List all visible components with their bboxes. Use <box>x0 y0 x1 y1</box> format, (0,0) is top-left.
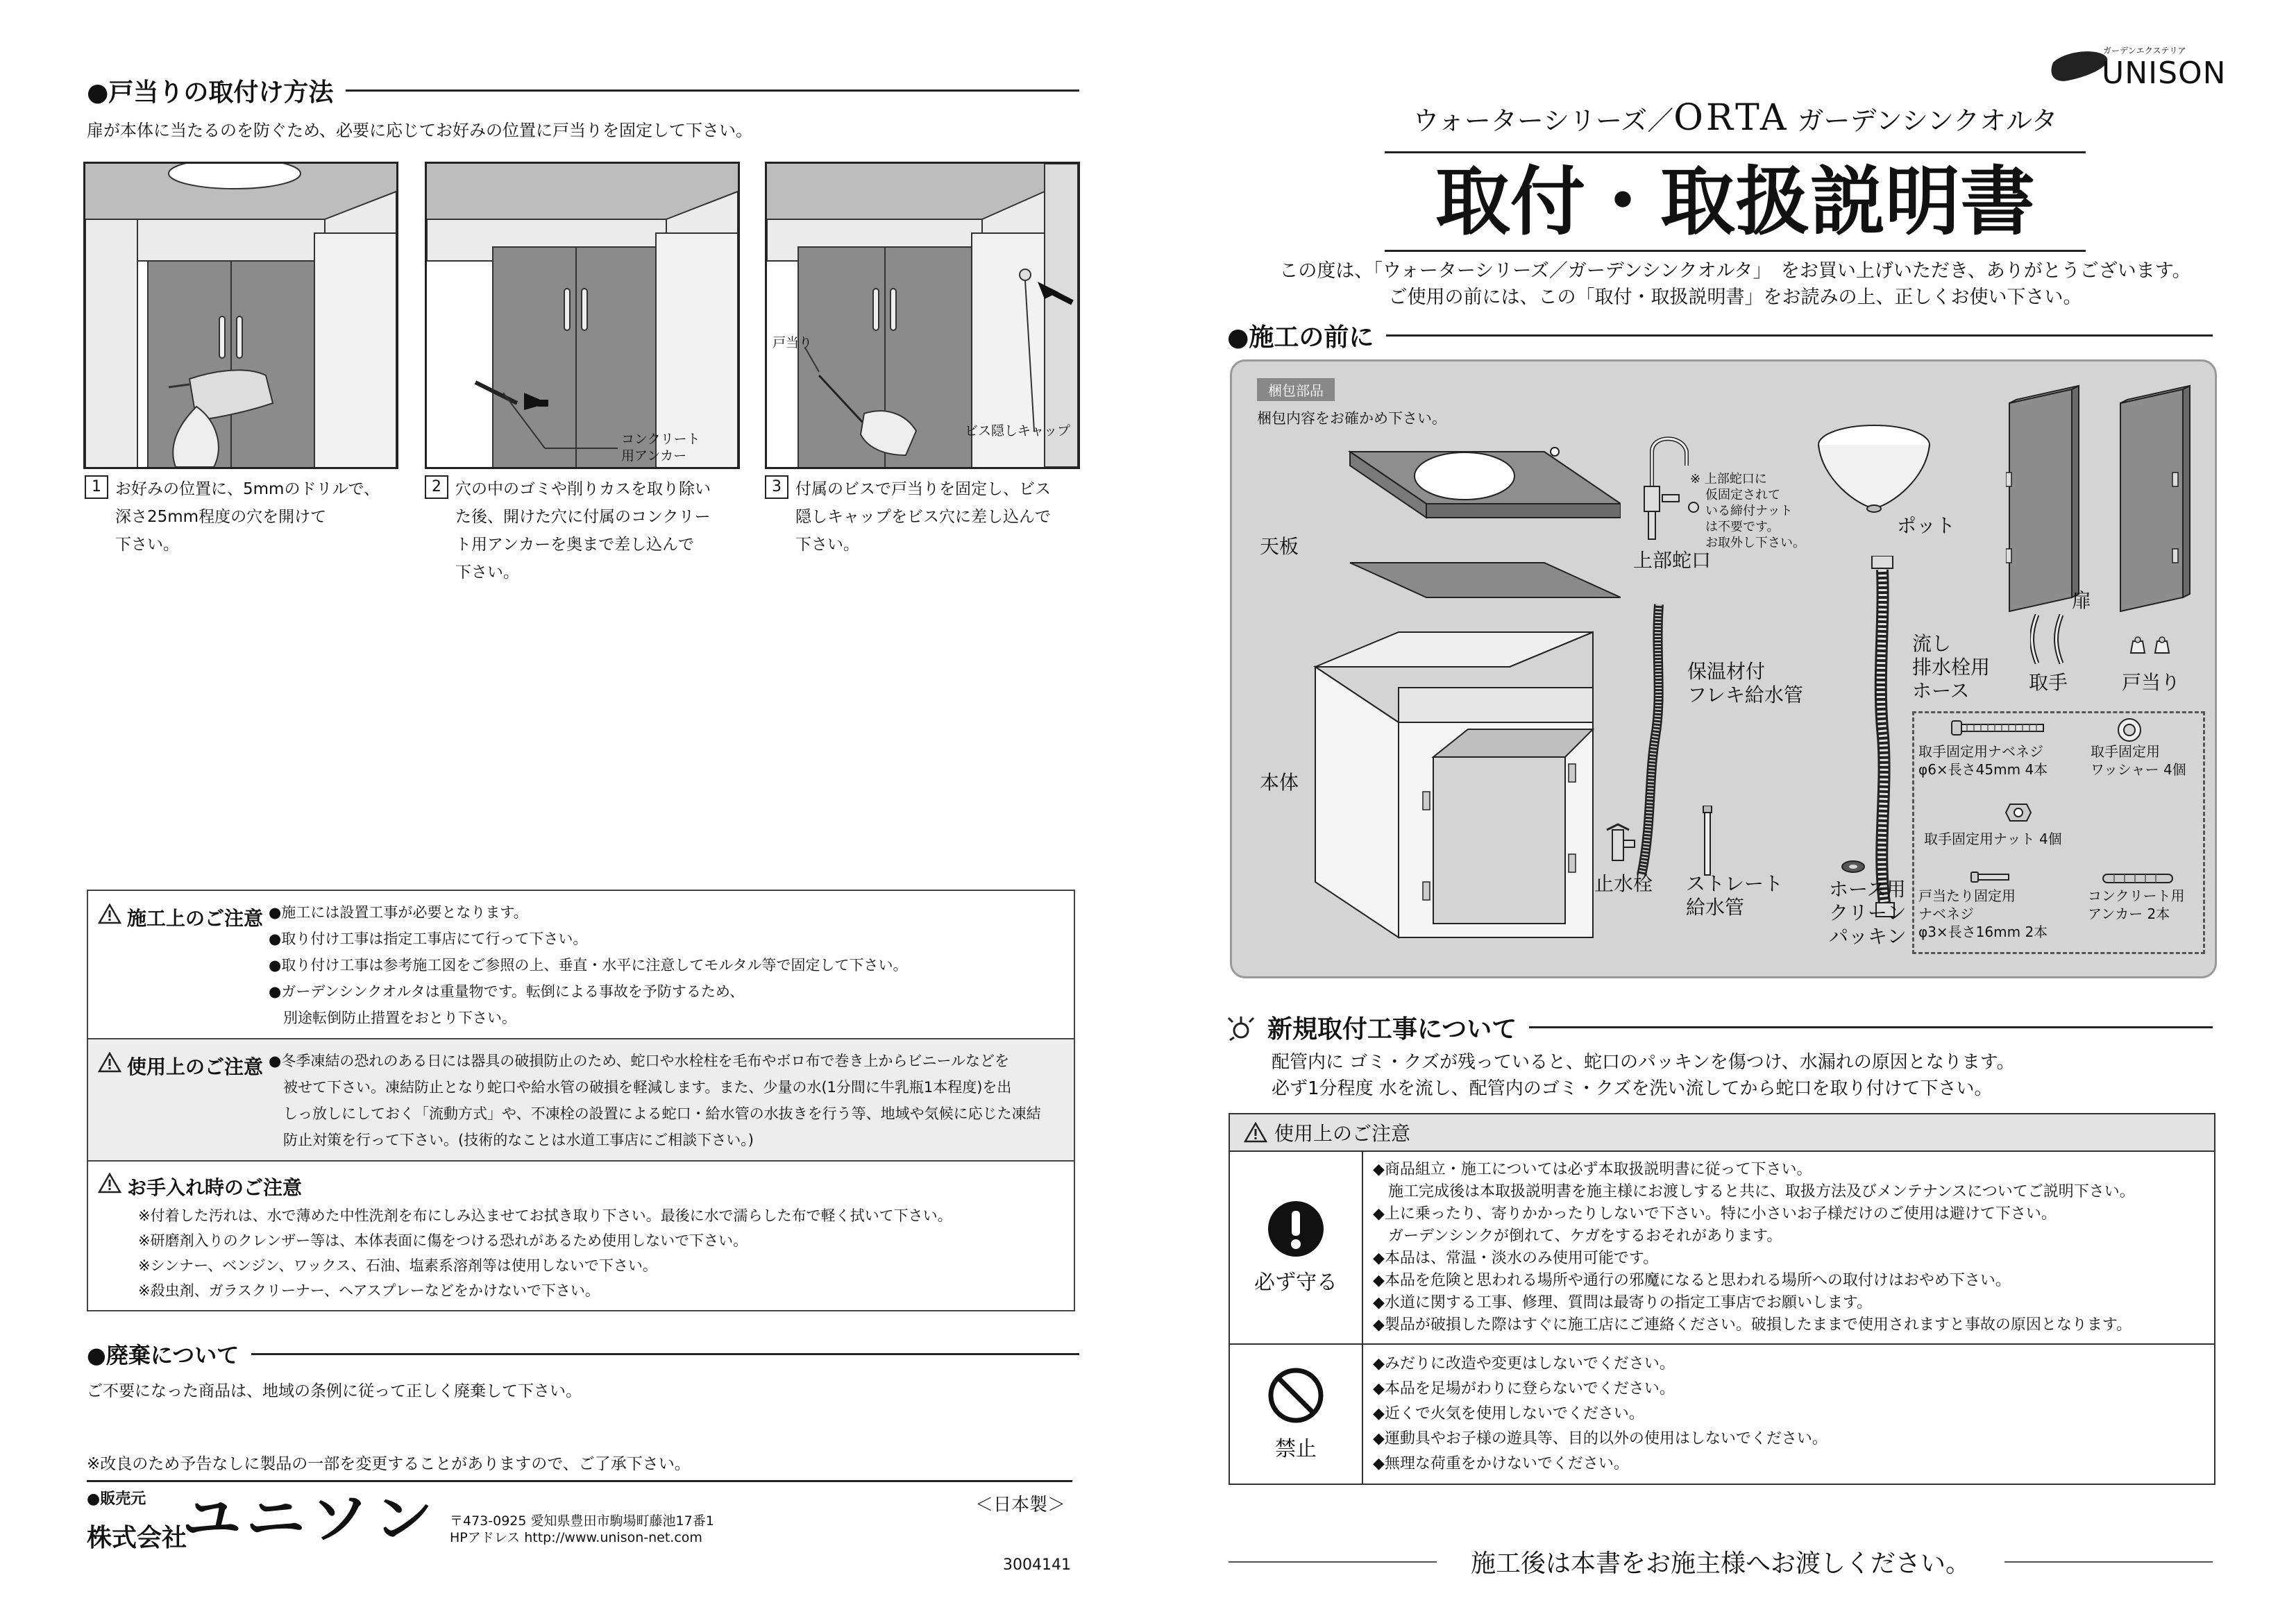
must-item: ガーデンシンクが倒れて、ケガをするおそれがあります。 <box>1373 1227 1782 1245</box>
step-1-line: お好みの位置に、5mmのドリルで、 <box>115 480 380 498</box>
step2-illustration <box>425 162 740 469</box>
nut-icon <box>2004 802 2032 823</box>
part-packing-line2: クリーン <box>1829 901 1907 924</box>
faucet-note-line: 仮固定されて <box>1705 488 1780 502</box>
doors-illustration <box>2006 375 2200 625</box>
door-stop-heading <box>87 73 1079 108</box>
part-drain-hose-line2: 排水栓用 <box>1912 656 1991 679</box>
step-3-line: 付属のビスで戸当りを固定し、ビス <box>795 480 1051 498</box>
company-prefix: 株式会社 <box>87 1524 187 1552</box>
usage-caution-table <box>1229 1113 2215 1485</box>
construction-caution-label <box>88 891 269 1038</box>
door-stop-heading-text: ●戸当りの取付け方法 <box>87 78 334 107</box>
nut-label: 取手固定用ナット 4個 <box>1924 831 2062 847</box>
step-1-line: 深さ25mm程度の穴を開けて <box>115 508 327 526</box>
heading-rule <box>346 90 1079 92</box>
packing-illustration <box>1839 860 1867 874</box>
step-1 <box>85 475 390 559</box>
pot-illustration <box>1815 424 1933 514</box>
greeting-line-1: この度は、「ウォーターシリーズ／ガーデンシンクオルタ」 をお買い上げいただき、ありがとうございます。 <box>1279 260 2191 282</box>
footer-rule-left <box>1229 1561 1437 1563</box>
anchor-part-label <box>2088 887 2185 923</box>
package-note: 梱包内容をお確かめ下さい。 <box>1257 410 1446 427</box>
prohibit-item: ◆みだりに改造や変更はしないでください。 <box>1373 1355 1675 1373</box>
care-caution-title: お手入れ時のご注意 <box>127 1176 303 1199</box>
handle-screw-line1: 取手固定用ナベネジ <box>1918 743 2043 760</box>
must-row <box>1230 1152 2214 1345</box>
step-1-number: 1 <box>85 475 108 499</box>
new-install-heading-text: 新規取付工事について <box>1267 1015 1517 1044</box>
new-install-line-2: 必ず1分程度 水を流し、配管内のゴミ・クズを洗い流してから蛇口を取り付けて下さい。 <box>1272 1078 1993 1099</box>
usage-caution-title: 使用上のご注意 <box>127 1055 264 1078</box>
step-2-line: ト用アンカーを奥まで差し込んで <box>455 536 695 554</box>
caution-item: ●施工には設置工事が必要となります。 <box>269 904 528 921</box>
anchor-label-line2: 用アンカー <box>621 448 687 464</box>
disposal-text: ご不要になった商品は、地域の条例に従って正しく廃棄して下さい。 <box>87 1382 582 1400</box>
brand-mark-icon <box>2048 49 2110 87</box>
seller-contact <box>450 1513 714 1546</box>
must-list <box>1363 1152 2135 1343</box>
usage-caution-table-title: 使用上のご注意 <box>1274 1122 1411 1145</box>
must-label: 必ず守る <box>1254 1271 1337 1295</box>
doorstop-screw-line1: 戸当たり固定用 <box>1918 887 2016 904</box>
part-upper-faucet: 上部蛇口 <box>1633 549 1712 572</box>
prohibit-row <box>1230 1345 2214 1484</box>
caution-item: ※シンナー、ベンジン、ワックス、石油、塩素系溶剤等は使用しないで下さい。 <box>138 1257 657 1274</box>
seller-label: ●販売元 <box>87 1490 146 1508</box>
construction-caution-list <box>269 891 911 1038</box>
caution-item: ※殺虫剤、ガラスクリーナー、ヘアスプレーなどをかけないで下さい。 <box>138 1282 600 1299</box>
part-door-stops: 戸当り <box>2122 671 2181 694</box>
prohibit-item: ◆近くで火気を使用しないでください。 <box>1373 1405 1644 1422</box>
series-title-post: ガーデンシンクオルタ <box>1789 105 2058 136</box>
handover-footer-text: 施工後は本書をお施主様へお渡しください。 <box>1470 1549 1970 1578</box>
caution-item: ●ガーデンシンクオルタは重量物です。転倒による事故を予防するため、 <box>269 983 745 1000</box>
part-packing <box>1829 878 1907 949</box>
exclamation-icon <box>1267 1200 1325 1258</box>
brand-sub: ガーデンエクステリア <box>2103 46 2186 56</box>
caution-item: 被せて下さい。凍結防止となり蛇口や給水管の破損を軽減します。また、少量の水(1分間に牛乳瓶1本程度)を出 <box>269 1079 1012 1096</box>
prohibit-label: 禁止 <box>1275 1437 1317 1461</box>
flex-pipe-illustration <box>1635 597 1683 889</box>
part-handles: 取手 <box>2029 671 2068 694</box>
handle-screw-line2: φ6×長さ45mm 4本 <box>1918 761 2048 778</box>
step-2-number: 2 <box>425 475 448 499</box>
screw-cap-label: ビス隠しキャップ <box>965 423 1071 439</box>
prohibited-icon <box>1267 1366 1325 1425</box>
must-item: 施工完成後は本取扱説明書を施主様にお渡しすると共に、取扱方法及びメンテナンスについてご説明下さい。 <box>1373 1183 2135 1200</box>
series-title <box>1385 97 2086 139</box>
doorstop-screw-icon <box>1970 870 2011 884</box>
warning-icon <box>98 1173 121 1193</box>
must-item: ◆本品を危険と思われる場所や通行の邪魔になると思われる場所への取付けはおやめ下さい。 <box>1373 1272 2011 1289</box>
handover-footer <box>1229 1544 2213 1579</box>
part-packing-line1: ホース用 <box>1829 878 1906 901</box>
new-install-line-1: 配管内に ゴミ・クズが残っていると、蛇口のパッキンを傷つけ、水漏れの原因となります。 <box>1272 1052 2015 1073</box>
construction-caution-title: 施工上のご注意 <box>127 907 264 930</box>
doorstop-screw-label <box>1918 887 2048 941</box>
part-packing-line3: パッキン <box>1829 925 1907 948</box>
new-install-icon <box>1227 1014 1258 1042</box>
brand-name: UNISON <box>2102 56 2227 91</box>
faucet-note-line: お取外し下さい。 <box>1705 536 1805 550</box>
must-item: ◆製品が破損した際はすぐに施工店にご連絡ください。破損したままで使用されますと事故の原因となります。 <box>1373 1316 2132 1334</box>
usage-caution-table-header <box>1230 1114 2214 1152</box>
anchor-part-line2: アンカー 2本 <box>2088 906 2170 922</box>
part-straight-pipe-line1: ストレート <box>1686 872 1784 895</box>
prohibit-item: ◆無理な荷重をかけないでください。 <box>1373 1455 1629 1472</box>
step-3-line: 下さい。 <box>795 536 859 554</box>
washer-line1: 取手固定用 <box>2091 743 2160 760</box>
new-install-text <box>1272 1049 2015 1102</box>
must-item: ◆商品組立・施工については必ず本取扱説明書に従って下さい。 <box>1373 1161 1812 1178</box>
caution-item: ●取り付け工事は参考施工図をご参照の上、垂直・水平に注意してモルタル等で固定して下さい。 <box>269 957 908 974</box>
unison-logo <box>2048 43 2249 92</box>
stop-valve-illustration <box>1600 823 1641 865</box>
disposal-heading <box>87 1338 1079 1370</box>
anchor-label-line1: コンクリート <box>621 432 700 447</box>
caution-item: ●取り付け工事は指定工事店にて行って下さい。 <box>269 931 588 947</box>
prohibit-icon-col <box>1230 1345 1363 1484</box>
part-tenban: 天板 <box>1260 535 1299 558</box>
part-drain-hose-line3: ホース <box>1912 679 1970 702</box>
care-caution-label <box>98 1169 1074 1203</box>
washer-icon <box>2116 716 2143 744</box>
part-drain-hose <box>1912 632 1990 703</box>
series-title-pre: ウォーターシリーズ／ <box>1412 105 1674 136</box>
must-icon-col <box>1230 1152 1363 1343</box>
step-2 <box>425 475 737 586</box>
package-contents-box <box>1230 359 2217 978</box>
step-1-line: 下さい。 <box>115 536 179 554</box>
faucet-note-line: は不要です。 <box>1705 520 1780 534</box>
heading-rule <box>1529 1026 2213 1028</box>
anchor-part-line1: コンクリート用 <box>2088 887 2185 904</box>
step-3-line: 隠しキャップをビス穴に差し込んで <box>795 508 1051 526</box>
step-2-line: 下さい。 <box>455 563 519 581</box>
package-tag: 梱包部品 <box>1257 378 1335 401</box>
greeting <box>1229 258 2242 311</box>
footer-rule-right <box>2004 1561 2213 1563</box>
must-item: ◆本品は、常温・淡水のみ使用可能です。 <box>1373 1250 1659 1267</box>
washer-label <box>2091 742 2186 779</box>
faucet-note-line: ※ 上部蛇口に <box>1690 472 1767 486</box>
warning-icon <box>98 903 121 924</box>
must-item: ◆上に乗ったり、寄りかかったりしないで下さい。特に小さいお子様だけのご使用は避けて下さい。 <box>1373 1205 2057 1223</box>
main-title: 取付・取扱説明書 <box>1435 159 2035 246</box>
greeting-line-2: ご使用の前には、この「取付・取扱説明書」をお読みの上、正しくお使い下さい。 <box>1388 287 2082 308</box>
cautions-box <box>87 890 1075 1311</box>
faucet-note <box>1690 471 1805 551</box>
part-stop-valve: 止水栓 <box>1594 872 1653 895</box>
sink-cabinet-illustration <box>1288 424 1621 965</box>
door-stop-label: 戸当り <box>773 335 813 350</box>
document-code: 3004141 <box>1003 1556 1071 1574</box>
anchor-icon <box>2100 870 2177 887</box>
part-straight-pipe <box>1686 872 1783 919</box>
part-doors: 扉 <box>2072 589 2092 612</box>
doorstop-screw-line2: ナベネジ <box>1918 906 1974 922</box>
construction-caution-row <box>88 891 1074 1039</box>
washer-line2: ワッシャー 4個 <box>2091 761 2186 778</box>
prohibit-item: ◆本品を足場がわりに登らないでください。 <box>1373 1380 1675 1397</box>
part-flex-pipe-line1: 保温材付 <box>1687 660 1766 683</box>
step-3-number: 3 <box>765 475 788 499</box>
caution-item: ※研磨剤入りのクレンザー等は、本体表面に傷をつける恐れがあるため使用しないで下さい。 <box>138 1232 748 1249</box>
series-title-orta: ORTA <box>1673 97 1789 139</box>
seller-address: 〒473-0925 愛知県豊田市駒場町藤池17番1 <box>450 1513 714 1529</box>
door-stop-intro: 扉が本体に当たるのを防ぐため、必要に応じてお好みの位置に戸当りを固定して下さい。 <box>87 121 753 140</box>
before-construction-heading-text: ●施工の前に <box>1227 323 1374 352</box>
faucet-note-line: いる締付ナット <box>1705 504 1793 518</box>
part-hontai: 本体 <box>1260 771 1299 794</box>
disposal-heading-text: ●廃棄について <box>87 1342 239 1368</box>
usage-caution-label <box>88 1039 269 1160</box>
heading-rule <box>1386 334 2213 337</box>
must-item: ◆水道に関する工事、修理、質問は最寄りの指定工事店でお願いします。 <box>1373 1294 1873 1311</box>
warning-icon <box>1244 1122 1267 1143</box>
made-in-japan: ＜日本製＞ <box>975 1495 1066 1515</box>
footer-rule <box>87 1480 1072 1482</box>
caution-item: ●冬季凍結の恐れのある日には器具の破損防止のため、蛇口や水栓柱を毛布やボロ布で巻き上からビニールなどを <box>269 1053 1010 1069</box>
part-straight-pipe-line2: 給水管 <box>1686 896 1745 919</box>
title-rule-bottom <box>1385 250 2086 252</box>
anchor-label <box>621 431 700 464</box>
before-construction-heading <box>1227 318 2213 353</box>
part-drain-hose-line1: 流し <box>1912 632 1952 655</box>
hardware-box <box>1912 711 2205 954</box>
part-flex-pipe-line2: フレキ給水管 <box>1687 683 1803 706</box>
new-install-heading <box>1227 1010 2213 1045</box>
step1-illustration <box>83 162 398 469</box>
handle-screw-label <box>1918 742 2048 779</box>
drain-hose-illustration <box>1864 556 1905 931</box>
door-stops-illustration <box>2127 636 2176 656</box>
handle-screw-icon <box>1949 719 2046 737</box>
straight-pipe-illustration <box>1697 806 1718 882</box>
care-caution-row <box>88 1162 1074 1310</box>
doorstop-screw-line3: φ3×長さ16mm 2本 <box>1918 924 2048 940</box>
step-2-line: 穴の中のゴミや削りカスを取り除い <box>455 480 711 498</box>
step-3 <box>765 475 1077 559</box>
title-rule-top <box>1385 151 2086 153</box>
warning-icon <box>98 1052 121 1073</box>
company-logo: ユニソン <box>182 1487 437 1550</box>
caution-item: 防止対策を行って下さい。(技術的なことは水道工事店にご相談下さい。) <box>269 1132 754 1148</box>
handles-illustration <box>2030 611 2079 667</box>
step-2-line: た後、開けた穴に付属のコンクリー <box>455 508 711 526</box>
prohibit-item: ◆運動具やお子様の遊具等、目的以外の使用はしないでください。 <box>1373 1430 1827 1447</box>
caution-item: ※付着した汚れは、水で薄めた中性洗剤を布にしみ込ませてお拭き取り下さい。最後に水で濡らした布で軽く拭いて下さい。 <box>138 1207 952 1224</box>
seller-url: HPアドレス http://www.unison-net.com <box>450 1530 702 1545</box>
part-pot: ポット <box>1897 514 1956 537</box>
usage-caution-list <box>269 1039 1045 1160</box>
care-caution-list <box>98 1203 1074 1303</box>
heading-rule <box>251 1353 1079 1355</box>
change-notice: ※改良のため予告なしに製品の一部を変更することがありますので、ご了承下さい。 <box>87 1455 691 1473</box>
prohibit-list <box>1363 1345 1827 1484</box>
part-flex-pipe <box>1687 660 1803 707</box>
caution-item: しっ放しにしておく「流動方式」や、不凍栓の設置による蛇口・給水管の水抜きを行う等、地域や気候に応じた凍結 <box>269 1105 1041 1122</box>
caution-item: 別途転倒防止措置をおとり下さい。 <box>269 1010 516 1026</box>
usage-caution-row <box>88 1039 1074 1162</box>
step3-illustration <box>765 162 1080 469</box>
